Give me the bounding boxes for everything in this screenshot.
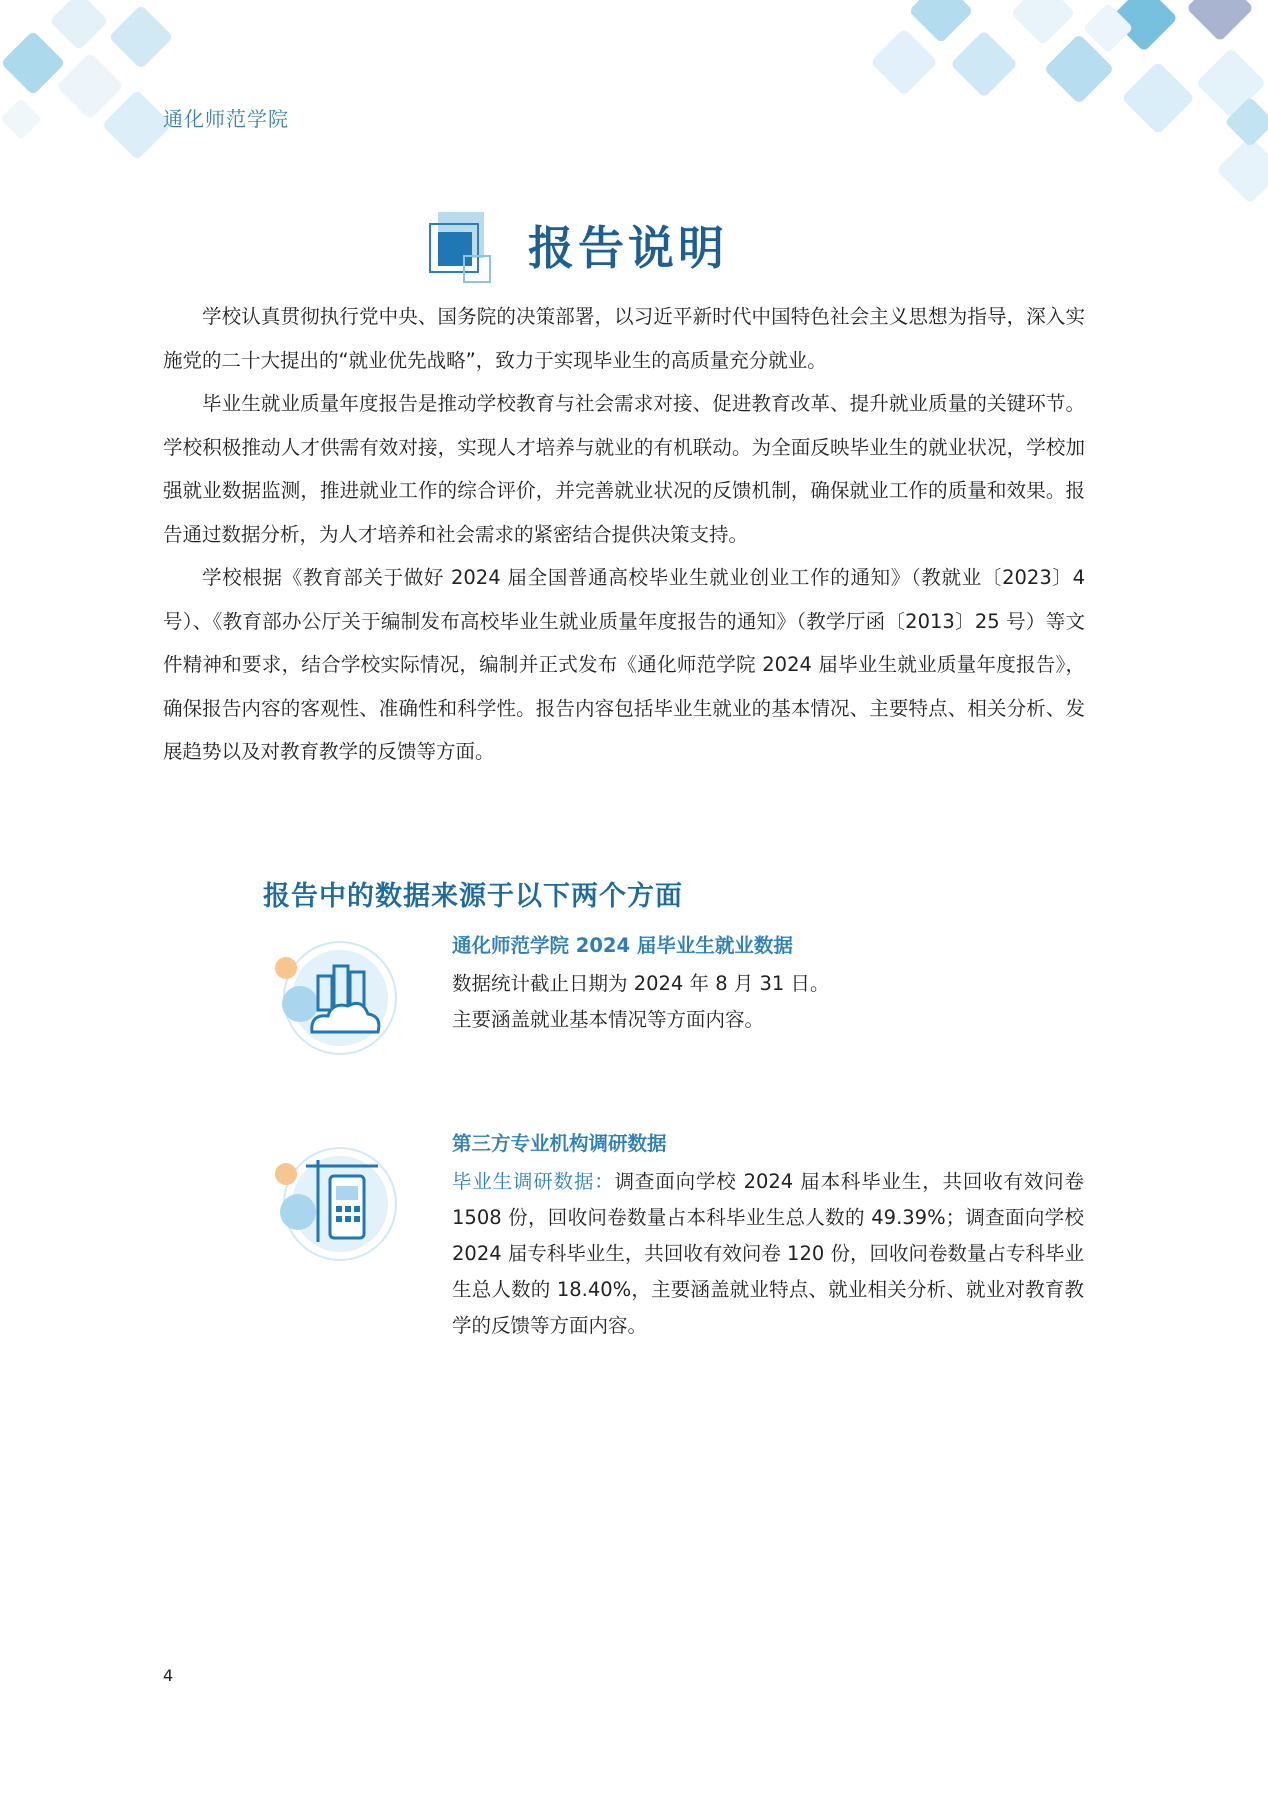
- source-title: 第三方专业机构调研数据: [452, 1132, 667, 1155]
- source-item-2: [452, 1128, 1084, 1344]
- source-description: [452, 1164, 1084, 1344]
- intro-paragraph: 毕业生就业质量年度报告是推动学校教育与社会需求对接、促进教育改革、提升就业质量的关键环节。学校积极推动人才供需有效对接，实现人才培养与就业的有机联动。为全面反映毕业生的就业状况，学校加强就业数据监测，推进就业工作的综合评价，并完善就业状况的反馈机制，确保就业工作的质量和效果。报告通过数据分析，为人才培养和社会需求的紧密结合提供决策支持。: [163, 392, 1085, 546]
- source-text: 调查面向学校 2024 届本科毕业生，共回收有效问卷 1508 份，回收问卷数量占本科毕业生总人数的 49.39%；调查面向学校 2024 届专科毕业生，共回收有效问卷 120 份，回收问卷数量占专科毕业生总人数的 18.40%，主要涵盖就业特点、就业相关分析、就业对教育教学的反馈等方面内容。: [452, 1170, 1084, 1337]
- header-school-name: 通化师范学院: [163, 107, 289, 131]
- sources-heading: 报告中的数据来源于以下两个方面: [263, 881, 683, 912]
- page-title-block: [0, 208, 1268, 284]
- source-title: 通化师范学院 2024 届毕业生就业数据: [452, 934, 793, 957]
- survey-mobile-icon: [270, 1142, 400, 1266]
- title-square-icon: [426, 208, 498, 284]
- intro-section: [163, 295, 1085, 774]
- page-title: 报告说明: [528, 221, 728, 275]
- source-line: 数据统计截止日期为 2024 年 8 月 31 日。: [452, 972, 830, 995]
- data-cloud-icon: [270, 936, 400, 1060]
- source-highlight: 毕业生调研数据：: [452, 1170, 615, 1193]
- intro-paragraph: 学校根据《教育部关于做好 2024 届全国普通高校毕业生就业创业工作的通知》（教就业〔2023〕4 号）、《教育部办公厅关于编制发布高校毕业生就业质量年度报告的通知》（教学厅函〔2013〕25 号）等文件精神和要求，结合学校实际情况，编制并正式发布《通化师范学院 2024 届毕业生就业质量年度报告》，确保报告内容的客观性、准确性和科学性。报告内容包括毕业生就业的基本情况、主要特点、相关分析、发展趋势以及对教育教学的反馈等方面。: [163, 566, 1085, 763]
- source-item-1: [452, 930, 1084, 1038]
- page-number: 4: [163, 1666, 174, 1685]
- source-line: 主要涵盖就业基本情况等方面内容。: [452, 1008, 765, 1031]
- intro-paragraph: 学校认真贯彻执行党中央、国务院的决策部署，以习近平新时代中国特色社会主义思想为指导，深入实施党的二十大提出的“就业优先战略”，致力于实现毕业生的高质量充分就业。: [163, 305, 1085, 372]
